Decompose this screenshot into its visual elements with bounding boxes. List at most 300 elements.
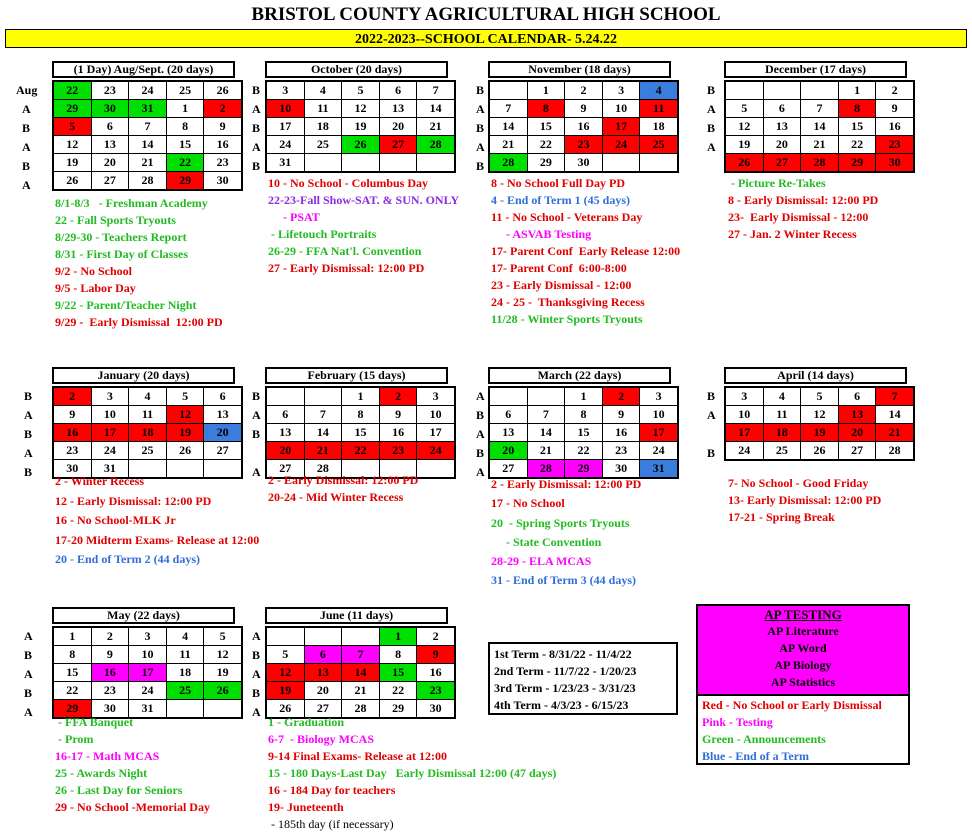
week-row <box>53 664 242 682</box>
day-cell: 3 <box>640 387 678 406</box>
day-cell: 10 <box>417 406 455 424</box>
ap-item: AP Statistics <box>770 675 836 689</box>
week-row <box>266 442 455 460</box>
month-notes-jan <box>55 472 259 570</box>
month-notes-mar <box>491 475 641 591</box>
day-cell: 12 <box>801 406 839 424</box>
week-row <box>725 424 914 442</box>
ab-day-label: A <box>476 465 485 479</box>
day-cell: 7 <box>489 100 527 118</box>
week-row <box>489 81 678 100</box>
week-row <box>266 118 455 136</box>
day-cell: 27 <box>91 172 129 191</box>
week-row <box>725 100 914 118</box>
ab-day-label: B <box>707 389 716 403</box>
note-line: 16 - No School-MLK Jr <box>55 513 176 527</box>
day-cell: 9 <box>417 646 455 664</box>
ab-day-label: A <box>24 667 33 681</box>
day-cell: 31 <box>91 460 129 479</box>
day-cell: 14 <box>801 118 839 136</box>
week-row <box>725 118 914 136</box>
month-grid <box>52 386 243 479</box>
day-cell: 10 <box>725 406 763 424</box>
day-cell: 4 <box>166 627 204 646</box>
note-line: 8 - No School Full Day PD <box>491 176 626 190</box>
day-cell: 22 <box>565 442 603 460</box>
day-cell: 14 <box>417 100 455 118</box>
ab-day-label: B <box>22 159 31 173</box>
term-4: 4th Term - 4/3/23 - 6/15/23 <box>494 698 629 712</box>
note-line: 11/28 - Winter Sports Tryouts <box>491 312 643 326</box>
week-row <box>725 154 914 173</box>
ab-day-label: B <box>476 159 485 173</box>
day-cell: 20 <box>266 442 304 460</box>
day-cell: 1 <box>342 387 380 406</box>
day-cell: 17 <box>129 664 167 682</box>
day-cell: 16 <box>204 136 242 154</box>
day-cell: 12 <box>166 406 204 424</box>
note-line: 20 - Spring Sports Tryouts <box>491 515 630 530</box>
ab-day-label: A <box>24 408 33 422</box>
day-cell: 13 <box>266 424 304 442</box>
day-cell: 19 <box>266 682 304 700</box>
ap-item: AP Biology <box>774 658 832 672</box>
day-cell: 4 <box>129 387 167 406</box>
day-cell: 4 <box>640 81 678 100</box>
day-cell: 9 <box>876 100 914 118</box>
month-header: February (15 days) <box>265 367 448 384</box>
day-cell: 23 <box>602 442 640 460</box>
note-line: 11 - No School - Veterans Day <box>491 210 643 224</box>
day-cell: 12 <box>53 136 91 154</box>
day-cell: 16 <box>876 118 914 136</box>
day-cell: 28 <box>417 136 455 154</box>
month-grid <box>52 626 243 719</box>
day-cell: 21 <box>876 424 914 442</box>
day-cell <box>379 154 417 173</box>
month-grid <box>265 626 456 719</box>
day-cell <box>266 387 304 406</box>
day-cell: 30 <box>53 460 91 479</box>
day-cell: 2 <box>91 627 129 646</box>
ab-day-label: B <box>22 121 31 135</box>
day-cell: 26 <box>725 154 763 173</box>
note-line: 7- No School - Good Friday <box>728 476 869 490</box>
note-line: 27 - Jan. 2 Winter Recess <box>728 227 857 241</box>
ab-day-label: A <box>476 102 485 116</box>
note-line: 17-20 Midterm Exams- Release at 12:00 <box>55 532 260 547</box>
day-cell <box>304 387 342 406</box>
day-cell: 12 <box>204 646 242 664</box>
month-grid <box>265 80 456 173</box>
day-cell: 12 <box>266 664 304 682</box>
day-cell: 1 <box>379 627 417 646</box>
week-row <box>53 387 242 406</box>
day-cell: 8 <box>379 646 417 664</box>
legend-red: Red - No School or Early Dismissal <box>702 698 882 712</box>
day-cell: 16 <box>602 424 640 442</box>
note-line: 8 - Early Dismissal: 12:00 PD <box>728 193 879 207</box>
day-cell: 30 <box>204 172 242 191</box>
ab-day-label: A <box>24 705 33 719</box>
month-header: October (20 days) <box>265 61 448 78</box>
day-cell: 17 <box>602 118 640 136</box>
day-cell: 28 <box>801 154 839 173</box>
day-cell: 23 <box>379 442 417 460</box>
day-cell: 24 <box>129 682 167 700</box>
month-grid <box>724 80 915 173</box>
day-cell: 22 <box>527 136 565 154</box>
day-cell: 3 <box>266 81 304 100</box>
day-cell: 31 <box>266 154 304 173</box>
ap-testing-title: AP TESTING <box>764 607 842 622</box>
day-cell: 27 <box>379 136 417 154</box>
day-cell: 3 <box>129 627 167 646</box>
month-notes-dec <box>728 175 878 243</box>
day-cell: 9 <box>91 646 129 664</box>
note-line: 13- Early Dismissal: 12:00 PD <box>728 493 882 507</box>
ab-day-label: A <box>252 140 261 154</box>
ab-day-label: B <box>24 686 33 700</box>
day-cell: 19 <box>725 136 763 154</box>
day-cell: 14 <box>129 136 167 154</box>
note-line: 16 - 184 Day for teachers <box>268 783 396 797</box>
month-grid <box>488 386 679 479</box>
week-row <box>725 81 914 100</box>
day-cell: 26 <box>166 442 204 460</box>
day-cell: 13 <box>304 664 342 682</box>
note-line: 22-23-Fall Show-SAT. & SUN. ONLY <box>268 193 460 207</box>
day-cell: 23 <box>91 682 129 700</box>
week-row <box>725 406 914 424</box>
day-cell: 3 <box>725 387 763 406</box>
ab-day-label: B <box>476 408 485 422</box>
note-line: - FFA Banquet <box>55 715 134 729</box>
ab-day-label: B <box>24 389 33 403</box>
day-cell: 27 <box>838 442 876 461</box>
day-cell <box>640 154 678 173</box>
day-cell: 15 <box>527 118 565 136</box>
day-cell: 21 <box>801 136 839 154</box>
day-cell: 7 <box>342 646 380 664</box>
day-cell: 20 <box>489 442 527 460</box>
ap-testing-box <box>696 604 910 696</box>
day-cell <box>527 387 565 406</box>
day-cell <box>266 627 304 646</box>
ab-day-label: A <box>22 178 31 192</box>
day-cell: 23 <box>876 136 914 154</box>
day-cell: 29 <box>53 700 91 719</box>
month-notes-may <box>55 714 210 816</box>
day-cell: 14 <box>527 424 565 442</box>
week-row <box>489 154 678 173</box>
note-line: - 185th day (if necessary) <box>268 817 394 831</box>
day-cell: 2 <box>53 387 91 406</box>
note-line: 15 - 180 Days-Last Day Early Dismissal 12:00 (47 days) <box>268 766 557 780</box>
day-cell: 2 <box>602 387 640 406</box>
day-cell: 23 <box>53 442 91 460</box>
day-cell: 9 <box>379 406 417 424</box>
month-grid <box>265 386 456 479</box>
day-cell: 27 <box>204 442 242 460</box>
day-cell: 30 <box>91 100 129 118</box>
week-row <box>53 154 242 172</box>
day-cell: 11 <box>166 646 204 664</box>
note-line: 6-7 - Biology MCAS <box>268 732 374 746</box>
note-line: 9/2 - No School <box>55 264 133 278</box>
day-cell: 5 <box>53 118 91 136</box>
day-cell: 30 <box>602 460 640 479</box>
day-cell: 8 <box>838 100 876 118</box>
month-notes-oct <box>268 175 459 277</box>
day-cell: 24 <box>602 136 640 154</box>
note-line: 1 - Graduation <box>268 715 345 729</box>
week-row <box>489 424 678 442</box>
week-row <box>53 136 242 154</box>
day-cell: 8 <box>342 406 380 424</box>
week-row <box>53 442 242 460</box>
week-row <box>53 118 242 136</box>
day-cell <box>763 81 801 100</box>
day-cell: 14 <box>489 118 527 136</box>
day-cell: 26 <box>53 172 91 191</box>
day-cell: 29 <box>838 154 876 173</box>
day-cell: 21 <box>489 136 527 154</box>
week-row <box>53 424 242 442</box>
day-cell: 26 <box>342 136 380 154</box>
month-header: June (11 days) <box>265 607 448 624</box>
day-cell: 7 <box>876 387 914 406</box>
day-cell: 24 <box>91 442 129 460</box>
day-cell: 21 <box>129 154 167 172</box>
month-grid <box>724 386 915 461</box>
ab-day-label: A <box>476 427 485 441</box>
day-cell: 30 <box>91 700 129 719</box>
day-cell: 10 <box>91 406 129 424</box>
day-cell: 15 <box>166 136 204 154</box>
note-line: - Prom <box>55 732 94 746</box>
day-cell: 25 <box>304 136 342 154</box>
day-cell <box>489 387 527 406</box>
note-line: 4 - End of Term 1 (45 days) <box>491 193 631 207</box>
day-cell: 16 <box>91 664 129 682</box>
week-row <box>489 387 678 406</box>
day-cell: 10 <box>129 646 167 664</box>
month-header: November (18 days) <box>488 61 671 78</box>
note-line: 12 - Early Dismissal: 12:00 PD <box>55 493 212 508</box>
ab-day-label: A <box>707 408 716 422</box>
ab-day-label: B <box>707 446 716 460</box>
ab-day-label: A <box>22 102 31 116</box>
week-row <box>53 682 242 700</box>
day-cell: 1 <box>527 81 565 100</box>
day-cell: 7 <box>417 81 455 100</box>
note-line: 19- Juneteenth <box>268 800 344 814</box>
ab-day-label: B <box>476 446 485 460</box>
day-cell: 9 <box>565 100 603 118</box>
day-cell: 20 <box>91 154 129 172</box>
day-cell: 6 <box>266 406 304 424</box>
month-notes-feb <box>268 472 418 506</box>
note-line: 10 - No School - Columbus Day <box>268 176 429 190</box>
week-row <box>53 100 242 118</box>
day-cell: 17 <box>417 424 455 442</box>
week-row <box>53 627 242 646</box>
day-cell: 14 <box>342 664 380 682</box>
ab-day-label: A <box>707 140 716 154</box>
note-line: 9/29 - Early Dismissal 12:00 PD <box>55 315 223 329</box>
week-row <box>725 136 914 154</box>
note-line: 8/29-30 - Teachers Report <box>55 230 187 244</box>
note-line: - Picture Re-Takes <box>728 176 826 190</box>
note-line: 9/22 - Parent/Teacher Night <box>55 298 197 312</box>
ab-day-label: B <box>252 427 261 441</box>
ab-day-label: A <box>476 389 485 403</box>
day-cell: 23 <box>204 154 242 172</box>
week-row <box>725 442 914 461</box>
day-cell: 13 <box>91 136 129 154</box>
week-row <box>53 172 242 191</box>
note-line: - Lifetouch Portraits <box>268 227 377 241</box>
day-cell: 11 <box>763 406 801 424</box>
ab-day-label: A <box>476 140 485 154</box>
note-line: 8/1-8/3 - Freshman Academy <box>55 196 208 210</box>
month-grid <box>52 80 243 191</box>
school-title: BRISTOL COUNTY AGRICULTURAL HIGH SCHOOL <box>251 4 721 25</box>
day-cell: 17 <box>640 424 678 442</box>
day-cell: 5 <box>725 100 763 118</box>
note-line: 31 - End of Term 3 (44 days) <box>491 573 637 588</box>
day-cell: 8 <box>527 100 565 118</box>
day-cell: 15 <box>565 424 603 442</box>
ab-day-label: B <box>707 121 716 135</box>
day-cell: 18 <box>640 118 678 136</box>
day-cell: 19 <box>166 424 204 442</box>
ab-day-label: A <box>252 629 261 643</box>
day-cell: 25 <box>166 81 204 100</box>
day-cell <box>304 154 342 173</box>
week-row <box>489 442 678 460</box>
day-cell: 8 <box>53 646 91 664</box>
ab-day-label: B <box>24 648 33 662</box>
day-cell: 26 <box>266 700 304 719</box>
term-3: 3rd Term - 1/23/23 - 3/31/23 <box>494 681 636 695</box>
day-cell: 26 <box>204 81 242 100</box>
ab-day-label: B <box>476 83 485 97</box>
ab-day-label: A <box>252 667 261 681</box>
day-cell: 7 <box>129 118 167 136</box>
day-cell: 18 <box>166 664 204 682</box>
day-cell: 22 <box>53 682 91 700</box>
day-cell: 2 <box>565 81 603 100</box>
note-line: 8/31 - First Day of Classes <box>55 247 188 261</box>
day-cell: 30 <box>417 700 455 719</box>
day-cell <box>304 627 342 646</box>
ab-day-label: B <box>24 465 33 479</box>
day-cell: 7 <box>527 406 565 424</box>
note-line: 20 - End of Term 2 (44 days) <box>55 552 201 566</box>
month-header: (1 Day) Aug/Sept. (20 days) <box>52 61 235 78</box>
ab-day-label: A <box>24 629 33 643</box>
note-line: 2 - Early Dismissal: 12:00 PD <box>268 473 419 487</box>
note-line: 25 - Awards Night <box>55 766 148 780</box>
day-cell: 19 <box>53 154 91 172</box>
week-row <box>266 81 455 100</box>
day-cell: 6 <box>91 118 129 136</box>
ab-day-label: A <box>252 465 261 479</box>
note-line: 22 - Fall Sports Tryouts <box>55 213 176 227</box>
day-cell: 3 <box>602 81 640 100</box>
color-legend <box>696 695 910 765</box>
ab-day-label: B <box>252 159 261 173</box>
day-cell: 29 <box>527 154 565 173</box>
note-line: 26 - Last Day for Seniors <box>55 783 183 797</box>
day-cell: 23 <box>91 81 129 100</box>
day-cell <box>342 154 380 173</box>
week-row <box>489 136 678 154</box>
day-cell: 5 <box>204 627 242 646</box>
legend-green: Green - Announcements <box>702 732 826 746</box>
note-line: 23- Early Dismissal - 12:00 <box>728 210 869 224</box>
note-line: 29 - No School -Memorial Day <box>55 800 210 814</box>
day-cell: 2 <box>379 387 417 406</box>
ab-day-label: B <box>252 686 261 700</box>
month-header: January (20 days) <box>52 367 235 384</box>
day-cell <box>417 460 455 479</box>
note-line: 24 - 25 - Thanksgiving Recess <box>491 295 645 309</box>
day-cell: 18 <box>304 118 342 136</box>
note-line: 23 - Early Dismissal - 12:00 <box>491 278 632 292</box>
day-cell: 16 <box>417 664 455 682</box>
day-cell: 9 <box>602 406 640 424</box>
day-cell: 22 <box>342 442 380 460</box>
day-cell: 6 <box>304 646 342 664</box>
week-row <box>53 406 242 424</box>
day-cell: 25 <box>166 682 204 700</box>
day-cell <box>417 154 455 173</box>
day-cell: 1 <box>838 81 876 100</box>
day-cell: 13 <box>379 100 417 118</box>
week-row <box>266 682 455 700</box>
week-row <box>266 627 455 646</box>
month-header: December (17 days) <box>724 61 907 78</box>
day-cell <box>602 154 640 173</box>
ab-day-label: A <box>22 140 31 154</box>
day-cell: 6 <box>204 387 242 406</box>
day-cell: 22 <box>53 81 91 100</box>
note-line: 27 - Early Dismissal: 12:00 PD <box>268 261 425 275</box>
note-line: 20-24 - Mid Winter Recess <box>268 490 404 504</box>
day-cell: 30 <box>565 154 603 173</box>
day-cell: 6 <box>489 406 527 424</box>
day-cell: 31 <box>640 460 678 479</box>
day-cell: 22 <box>379 682 417 700</box>
month-header: May (22 days) <box>52 607 235 624</box>
day-cell: 21 <box>342 682 380 700</box>
ap-item: AP Literature <box>767 624 839 638</box>
day-cell: 11 <box>129 406 167 424</box>
day-cell: 24 <box>129 81 167 100</box>
day-cell <box>342 627 380 646</box>
day-cell: 7 <box>801 100 839 118</box>
note-line: 28-29 - ELA MCAS <box>491 554 592 569</box>
day-cell: 26 <box>801 442 839 461</box>
month-header: April (14 days) <box>724 367 907 384</box>
day-cell: 5 <box>266 646 304 664</box>
day-cell: 4 <box>763 387 801 406</box>
day-cell: 10 <box>640 406 678 424</box>
month-notes-aug <box>55 195 223 331</box>
